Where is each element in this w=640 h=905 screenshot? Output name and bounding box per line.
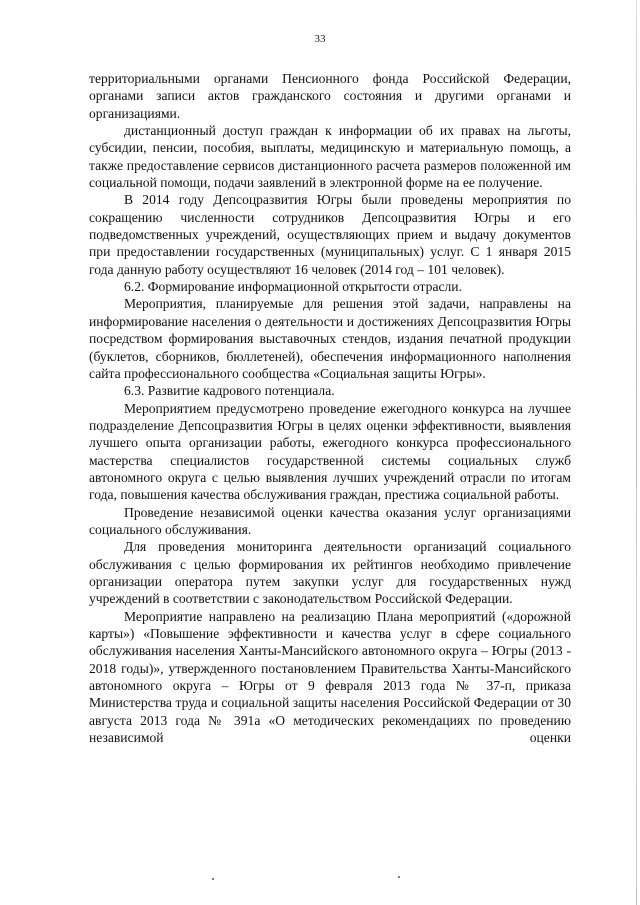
paragraph-remote-access: дистанционный доступ граждан к информации об их правах на льготы, субсидии, пенсии, пособия, выплаты, медицинскую и материальную помощь, а также предоставление сервисов дистанционного расчета размеров положенной им социальной помощи, подачи заявлений в электронной форме на ее получение. [89, 123, 571, 191]
scan-speck [212, 878, 214, 880]
section-heading-6-2: 6.2. Формирование информационной открытости отрасли. [124, 279, 462, 295]
document-body [89, 70, 571, 746]
paragraph-information-openness: Мероприятия, планируемые для решения этой задачи, направлены на информирование населения о деятельности и достижениях Депсоцразвития Югры посредством формирования выставочных стендов, издания печатной продукции (буклетов, сборников, бюллетеней), обеспечения информационного наполнения сайта профессионального сообщества «Социальная защиты Югры». [89, 296, 571, 381]
section-heading-6-3: 6.3. Развитие кадрового потенциала. [124, 383, 335, 399]
scan-speck [398, 876, 400, 878]
paragraph-independent-assessment: Проведение независимой оценки качества оказания услуг организациями социального обслуживания. [89, 504, 571, 537]
paragraph-monitoring: Для проведения мониторинга деятельности организаций социального обслуживания с целью формирования их рейтингов необходимо привлечение организации оператора путем закупки услуг для государственных нужд учреждений в соответствии с законодательством Российской Федерации. [89, 539, 571, 607]
page-number: 33 [314, 33, 326, 45]
scan-edge-line [636, 0, 637, 905]
paragraph-pension-fund: территориальными органами Пенсионного фонда Российской Федерации, органами записи актов гражданского состояния и другими органами и организациями. [89, 71, 571, 121]
paragraph-staff-reduction: В 2014 году Депсоцразвития Югры были проведены мероприятия по сокращению численности сотрудников Депсоцразвития Югры и его подведомственных учреждений, осуществляющих прием и выдачу документов при предоставлении государственных (муниципальных) услуг. С 1 января 2015 года данную работу осуществляют 16 человек (2014 год – 101 человек). [89, 192, 571, 277]
paragraph-roadmap: Мероприятие направлено на реализацию Плана мероприятий («дорожной карты») «Повышение эффективности и качества услуг в сфере социального обслуживания населения Ханты-Мансийского автономного округа – Югры (2013 - 2018 годы)», утвержденного постановлением Правительства Ханты-Мансийского автономного округа – Югры от 9 февраля 2013 года № 37-п, приказа Министерства труда и социальной защиты населения Российской Федерации от 30 августа 2013 года № 391а «О методических рекомендациях по проведению независимой оценки [89, 608, 571, 746]
paragraph-annual-contest: Мероприятием предусмотрено проведение ежегодного конкурса на лучшее подразделение Депсоцразвития Югры в целях оценки эффективности, выявления лучшего опыта организации работы, ежегодного конкурса профессионального мастерства специалистов государственной системы социальных служб автономного округа с целью выявления лучших учреждений отрасли по итогам года, повышения качества обслуживания граждан, престижа социальной работы. [89, 400, 571, 503]
